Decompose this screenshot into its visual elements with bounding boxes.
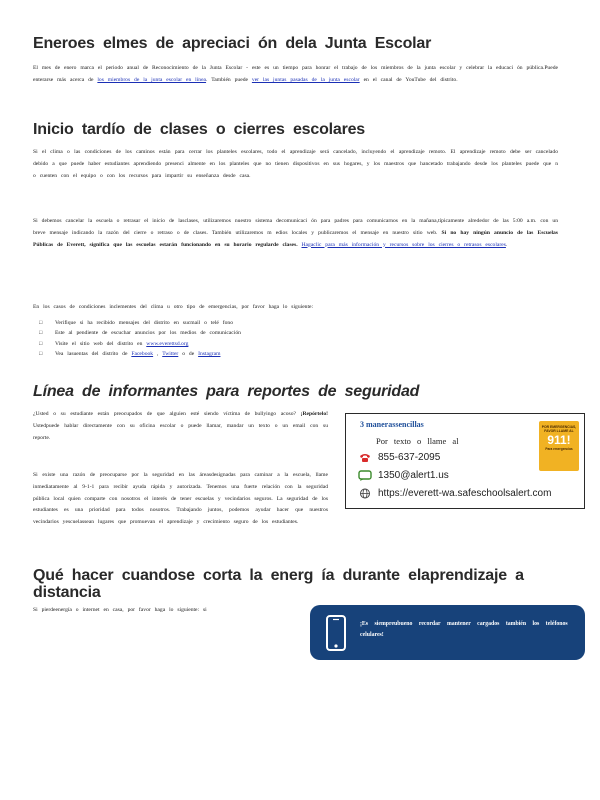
tipline-phone[interactable]: 855-637-2095 <box>378 452 441 463</box>
list-item: □ Vea lasuentas del distrito de Facebook , Twitter o de Instagram <box>55 349 241 359</box>
tipline-email-row <box>358 470 449 481</box>
list-item-text: Vea lasuentas del distrito de <box>55 351 128 358</box>
closures-text-end: . <box>505 241 508 248</box>
safety-bold-report: ¡Repórtelo! <box>300 411 328 417</box>
paragraph-power-outage: Si pierdeenergía o internet en casa, por favor haga lo siguiente: si <box>33 607 207 613</box>
emergency-911-badge <box>539 421 579 471</box>
safety-text-a: ¿Usted o su estudiante están preocupados de que alguien esté siendo víctima de bullyingo acoso? <box>33 411 296 417</box>
list-item <box>55 318 241 328</box>
phone-icon <box>358 452 372 463</box>
tipline-box <box>345 413 585 509</box>
paragraph-board-appreciation <box>33 63 558 87</box>
list-item-text: o de <box>182 351 195 358</box>
instagram-link[interactable]: Instagram <box>198 351 221 358</box>
heading-board-appreciation: Eneroes elmes de apreciaci ón dela Junta Escolar <box>33 35 432 52</box>
list-item-text: Visite el sitio web del distrito en <box>55 340 143 347</box>
tipline-email[interactable]: 1350@alert1.us <box>378 470 449 481</box>
closures-text-a: Si debemos cancelar la escuela o retrasar el inicio de lasclases, utilizaremos nuestro sistema decomunicaci ón para padres para comunicarnos en la mañana,típicamente alrededor de las 5:00 a.m. con un breve mensaje indicando la razón del cierre o retraso o de clases. También utilizaremos m edios locales y publicaremos el mensaje en nuestro sitio web. <box>33 218 558 236</box>
paragraph-closures-1: Si el clima o las condiciones de los caminos están para cerrar los planteles escolares, todo el aprendizaje será cancelado, incluyendo el aprendizaje remoto. El aprendizaje remoto debe ser cancelado debido a que puede haber estudiantes aprendiendo presenci almente en los planteles que no tienen dispositivos en sus hogares, y los maestros que hancetado trabajando desde los planteles puede que n o cuenten con el equipo o con los recursos para impartir su enseñanza desde casa. <box>33 149 558 179</box>
tipline-box-title: 3 manerassencillas <box>360 420 424 429</box>
banner-text: ¡Es siempreubueno recordar mantener cargados también los teléfonos celulares! <box>360 621 568 638</box>
board-text-a: El mes de enero marca el periodo anual de Reconocimiento de la Junta Escolar - este es un tiempo para honrar el trabajo de los miembros de la junta escolar y celebrar la educaci ón pública.Puede enterarse más acerca de <box>33 65 558 83</box>
closures-info-link[interactable]: Hagaclic para más información y recursos sobre los cierres o retrasos escolares <box>301 241 506 248</box>
badge-foot-text: Para emergencias <box>545 447 573 451</box>
heading-power-outage: Qué hacer cuandose corta la energ ía durante elaprendizaje a distancia <box>33 567 524 601</box>
paragraph-closures-3: En los casos de condiciones inclementes del clima u otro tipo de emergencias, por favor haga lo siguiente: <box>33 304 314 310</box>
badge-top-text: POR EMERGENCIAS, FAVOR LLAME AL <box>541 425 577 433</box>
list-item-text: Verifique si ha recibido mensajes del distrito en sucmail o telé fono <box>55 320 234 326</box>
list-item-text: Este al pendiente de escuchar anuncios por los medios de comunicación <box>55 330 241 337</box>
paragraph-closures-2 <box>33 216 558 251</box>
district-website-link[interactable]: www.everettsd.org <box>146 340 189 347</box>
facebook-link[interactable]: Facebook <box>131 351 154 358</box>
mobile-phone-icon <box>326 615 346 651</box>
closures-bold-note: Si no hay ningún anuncio de las Escuelas Públicas de Everett, significa que las escuelas estarán funcionando en su horario regularde clases. <box>33 229 558 248</box>
twitter-link[interactable]: Twitter <box>162 351 179 358</box>
safety-text-b: Ustedpuede hablar directamente con su oficina escolar o puede llamar, mandar un texto o un email con su reporte. <box>33 422 328 441</box>
badge-911-text: 911! <box>547 433 571 447</box>
heading-safety-tipline: Línea de informantes para reportes de seguridad <box>33 383 420 400</box>
list-item <box>55 328 241 338</box>
safety-text-2: Si existe una razón de preocuparse por la seguridad en las áreasdesignadas para caminar a la escuela, llame inmediatamente al 9-1-1 para recibir ayuda rápida y autorizada. Tenemos una fuerte relación con la seguridad pública local quien comparte con nosotros el interés de tener escuelas y vecindarios seguros. La seguridad de los estudiantes es una prioridad para todos nosotros. Trabajando juntos, podemos ayudar hacer que nuestros vecindarios yescuelassean lugares que promuevan el aprendizaje y crecimiento seguro de los estudiantes. <box>33 472 328 526</box>
past-meetings-link[interactable]: ver las juntas pasadas de la junta escolar <box>251 76 360 83</box>
board-text-b: . También puede <box>206 76 248 83</box>
tipline-url-row <box>358 488 551 499</box>
closures-action-list <box>55 318 241 360</box>
tipline-url[interactable]: https://everett-wa.safeschoolsalert.com <box>378 488 552 499</box>
globe-icon <box>358 488 372 499</box>
tipline-phone-row <box>358 452 440 463</box>
message-icon <box>358 470 372 481</box>
charge-phones-banner <box>310 605 585 660</box>
paragraph-safety-1 <box>33 409 328 444</box>
board-members-link[interactable]: los miembros de la junta escolar en línea <box>97 76 207 83</box>
tipline-box-subtitle: Por texto o llame al <box>376 436 459 446</box>
heading-closures: Inicio tardío de clases o cierres escolares <box>33 121 366 138</box>
board-text-c: en el canal de YouTube del distrito. <box>363 76 458 83</box>
list-item <box>55 339 241 349</box>
